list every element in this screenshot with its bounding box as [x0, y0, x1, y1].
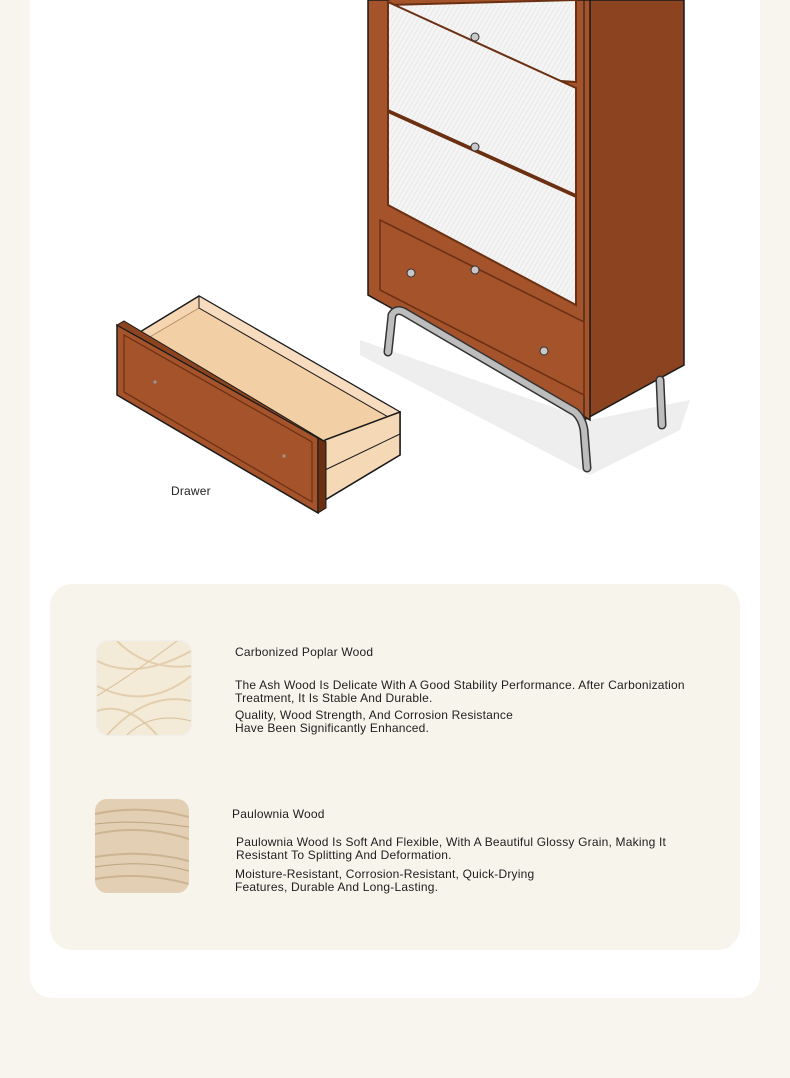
material-title: Paulownia Wood — [232, 807, 325, 821]
knob-icon — [407, 269, 415, 277]
knob-icon — [471, 33, 479, 41]
material-description: Moisture-Resistant, Corrosion-Resistant, Quick-Drying Features, Durable And Long-Lasting. — [235, 867, 535, 894]
knob-icon — [471, 143, 479, 151]
drawer-illustration — [117, 296, 400, 513]
paulownia-wood-swatch-icon — [95, 799, 189, 893]
material-description: Quality, Wood Strength, And Corrosion Resistance Have Been Significantly Enhanced. — [235, 708, 513, 735]
knob-icon — [540, 347, 548, 355]
material-title: Carbonized Poplar Wood — [235, 645, 374, 659]
cabinet-side-panel — [584, 0, 684, 420]
materials-section — [50, 584, 740, 950]
drawer-label: Drawer — [171, 484, 211, 498]
material-description: Paulownia Wood Is Soft And Flexible, With A Beautiful Glossy Grain, Making It Resistant To Splitting And Deformation. — [236, 835, 667, 862]
poplar-wood-swatch-icon — [96, 640, 192, 736]
material-description: The Ash Wood Is Delicate With A Good Stability Performance. After Carbonization Treatment, It Is Stable And Durable. — [235, 678, 685, 705]
knob-icon — [471, 266, 479, 274]
